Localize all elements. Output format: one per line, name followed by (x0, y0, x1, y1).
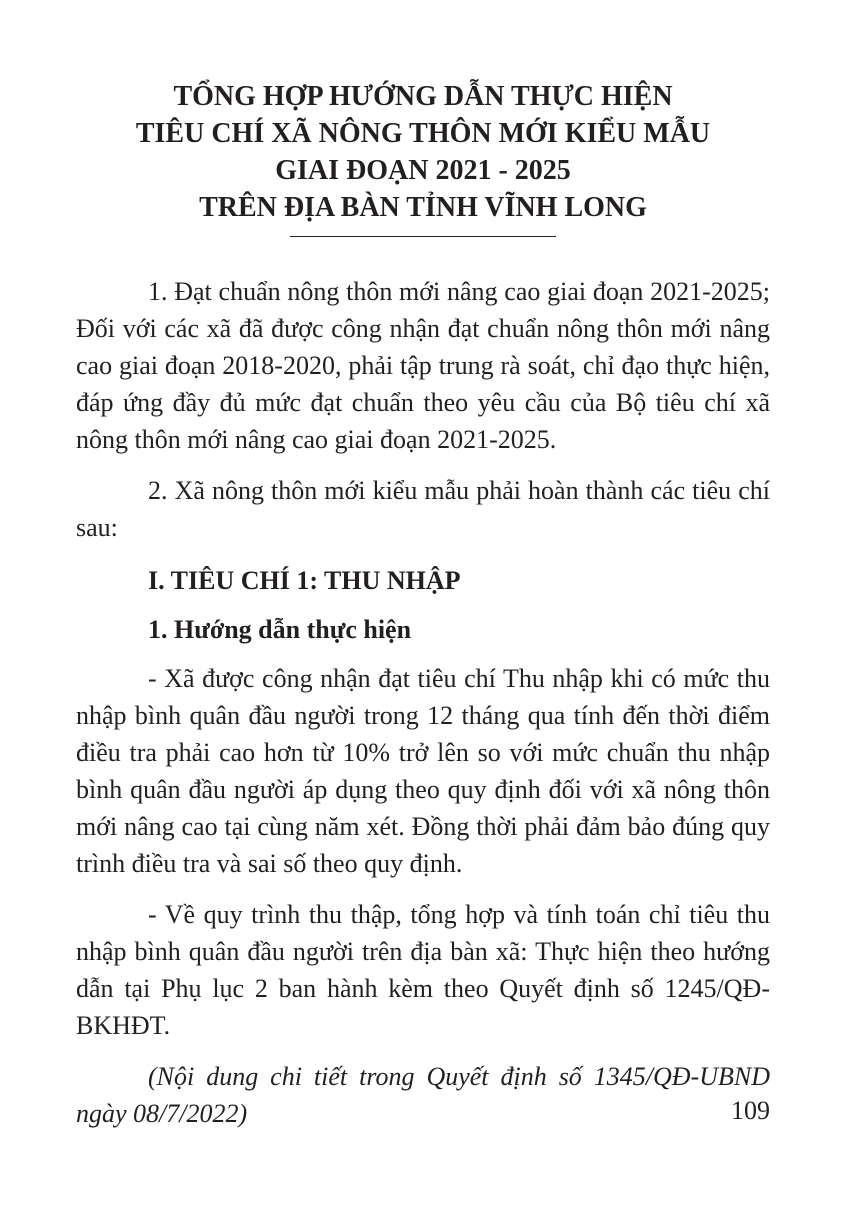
title-divider (290, 236, 556, 237)
title-line-3: GIAI ĐOẠN 2021 - 2025 (275, 155, 571, 186)
paragraph-2: 2. Xã nông thôn mới kiểu mẫu phải hoàn thành các tiêu chí sau: (76, 476, 770, 542)
title-line-4: TRÊN ĐỊA BÀN TỈNH VĨNH LONG (199, 192, 647, 223)
paragraph-3: - Xã được công nhận đạt tiêu chí Thu nhập khi có mức thu nhập bình quân đầu người trong 12 tháng qua tính đến thời điểm điều tra phải cao hơn từ 10% trở lên so với mức chuẩn thu nhập bình quân đầu người áp dụng theo quy định đối với xã nông thôn mới nâng cao tại cùng năm xét. Đồng thời phải đảm bảo đúng quy trình điều tra và sai số theo quy định. (76, 664, 770, 878)
subsection-heading: 1. Hướng dẫn thực hiện (148, 615, 412, 644)
document-title (76, 78, 770, 226)
title-line-2: TIÊU CHÍ XÃ NÔNG THÔN MỚI KIỂU MẪU (135, 118, 711, 149)
document-page (76, 78, 770, 1132)
title-line-1: TỔNG HỢP HƯỚNG DẪN THỰC HIỆN (173, 81, 673, 112)
paragraph-1: 1. Đạt chuẩn nông thôn mới nâng cao giai đoạn 2021-2025; Đối với các xã đã được công nhận đạt chuẩn nông thôn mới nâng cao giai đoạn 2018-2020, phải tập trung rà soát, chỉ đạo thực hiện, đáp ứng đầy đủ mức đạt chuẩn theo yêu cầu của Bộ tiêu chí xã nông thôn mới nâng cao giai đoạn 2021-2025. (76, 277, 770, 454)
paragraph-4: - Về quy trình thu thập, tổng hợp và tính toán chỉ tiêu thu nhập bình quân đầu người trên địa bàn xã: Thực hiện theo hướng dẫn tại Phụ lục 2 ban hành kèm theo Quyết định số 1245/QĐ-BKHĐT. (76, 900, 770, 1040)
reference-note: (Nội dung chi tiết trong Quyết định số 1345/QĐ-UBND ngày 08/7/2022) (76, 1062, 770, 1128)
page-number: 109 (731, 1096, 770, 1125)
section-heading: I. TIÊU CHÍ 1: THU NHẬP (148, 566, 461, 595)
